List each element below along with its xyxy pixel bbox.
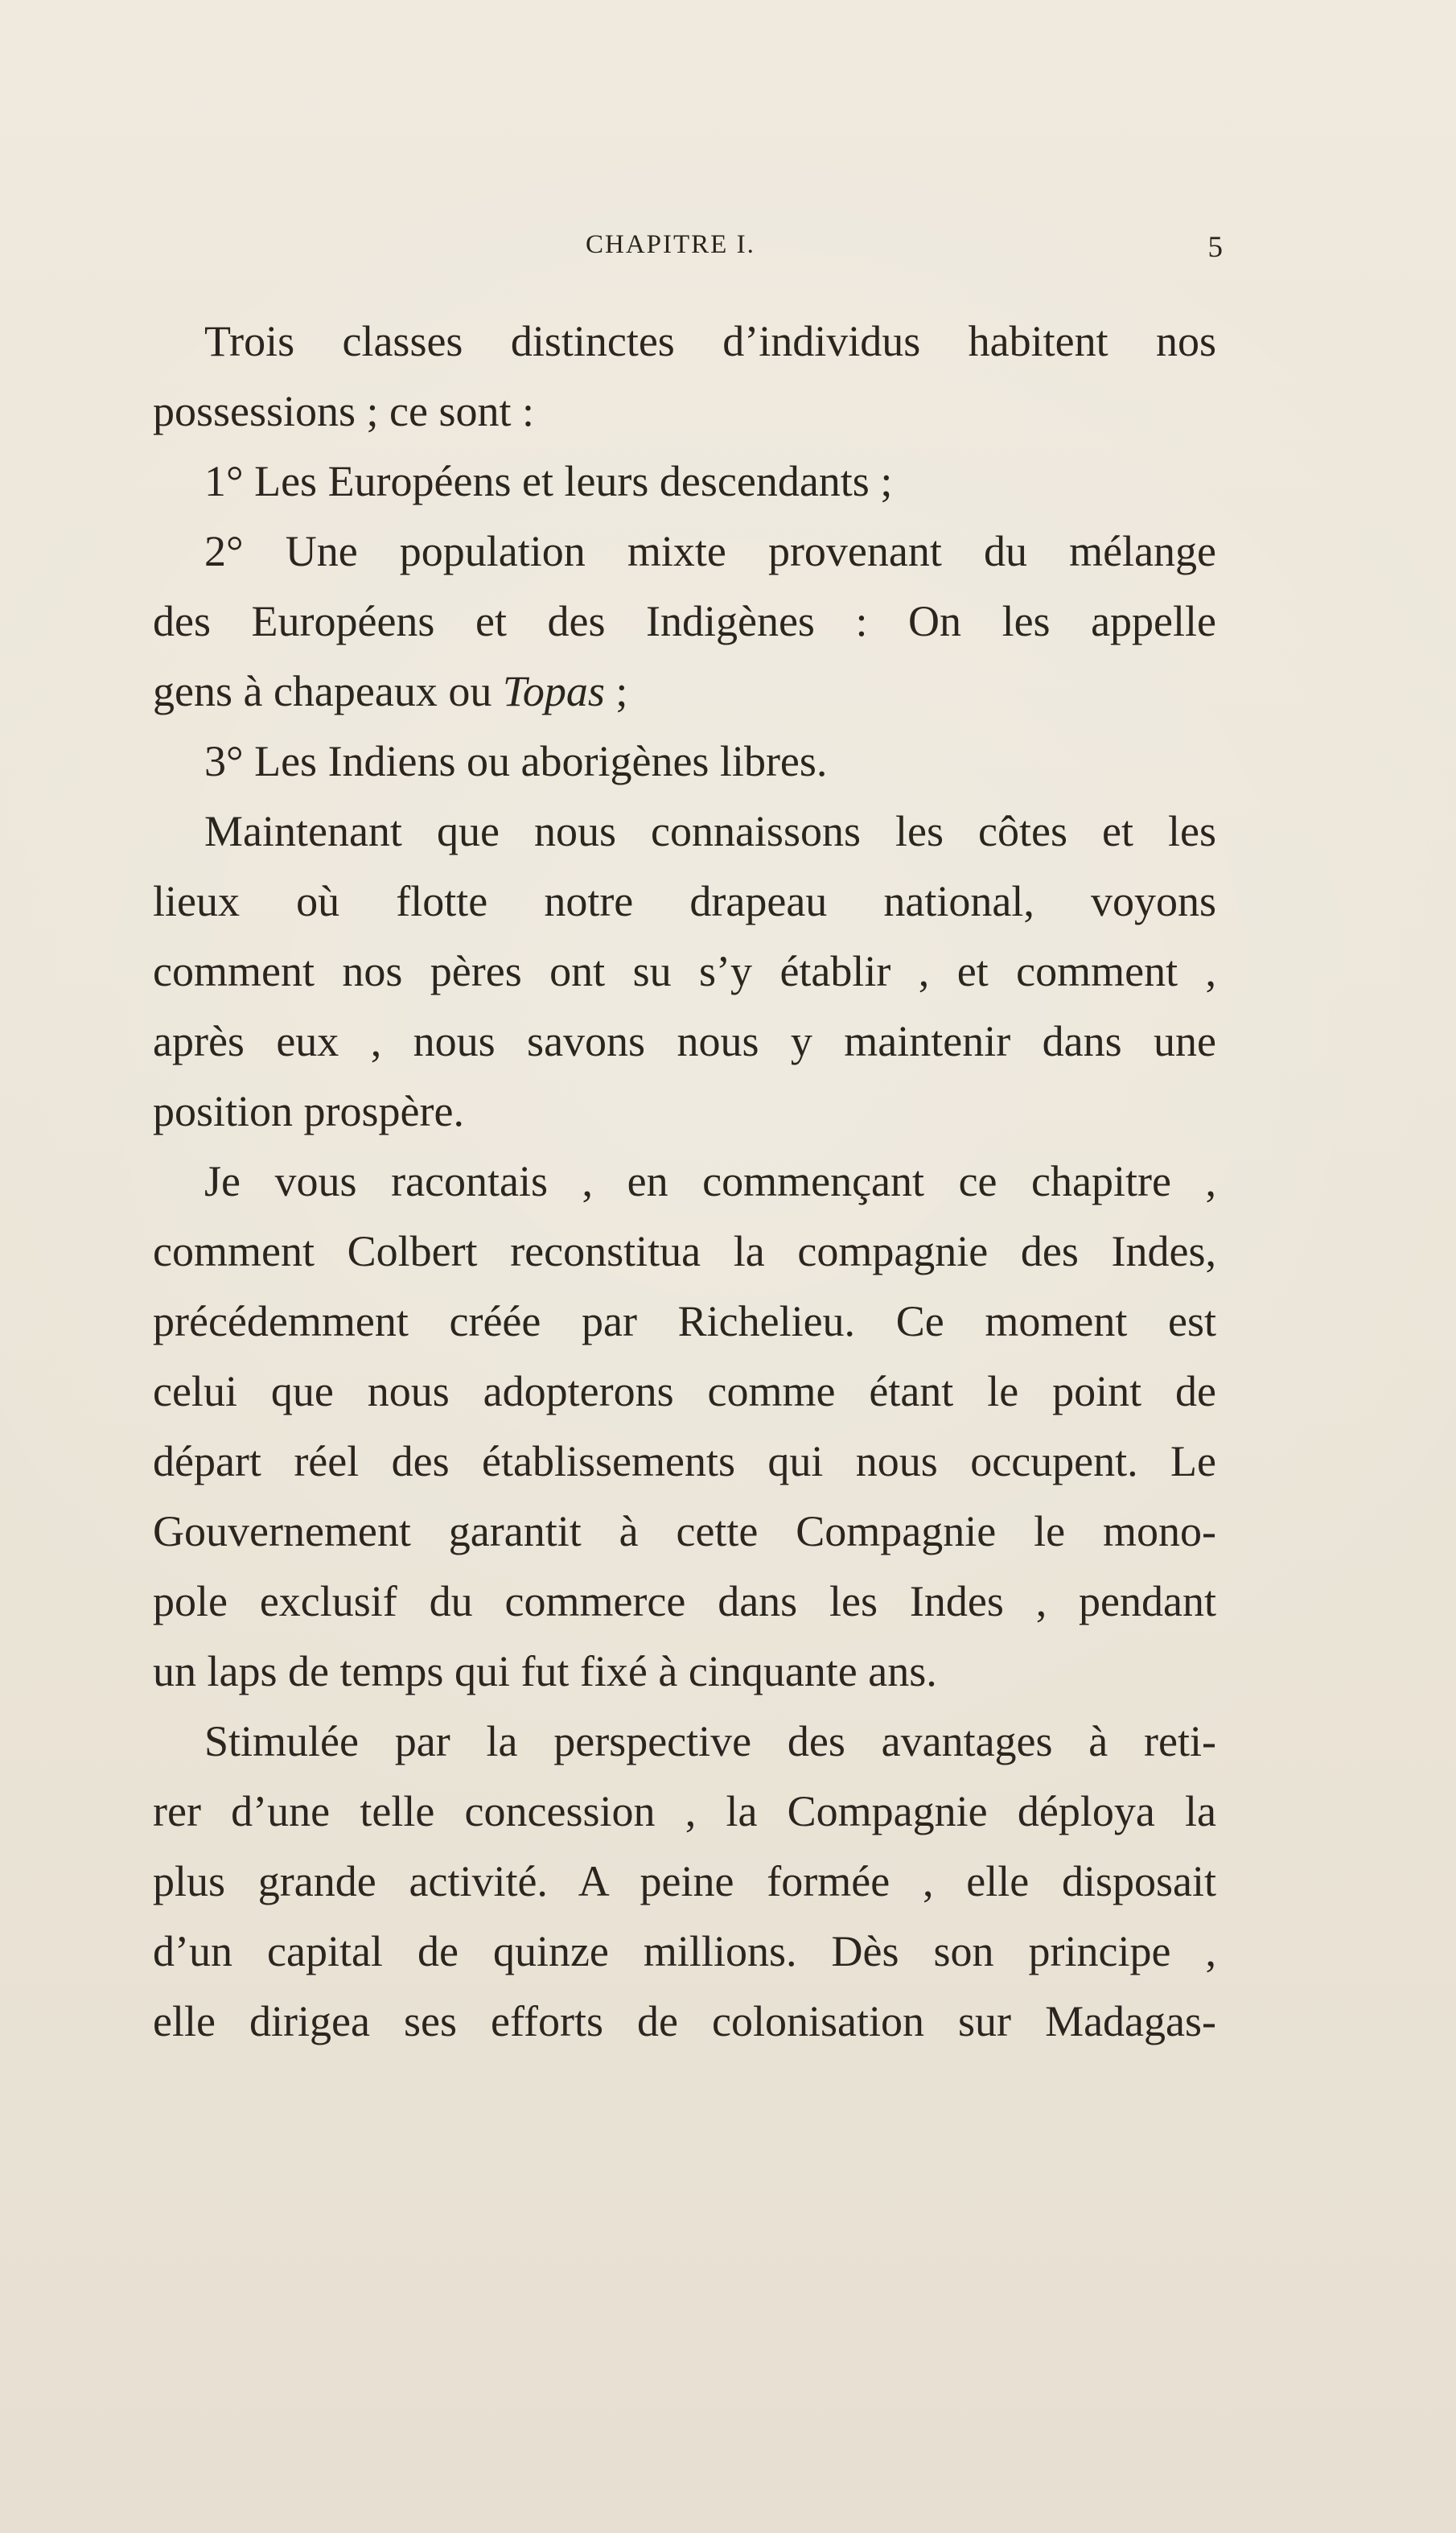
text-line: des Européens et des Indigènes : On les appelle bbox=[153, 597, 1216, 645]
text-line: possessions ; ce sont : bbox=[153, 387, 535, 435]
text-line: 1° Les Européens et leurs descendants ; bbox=[204, 457, 893, 505]
text-line: Gouvernement garantit à cette Compagnie le mono- bbox=[153, 1507, 1216, 1555]
italic-term: Topas bbox=[502, 667, 605, 715]
text-line: d’un capital de quinze millions. Dès son principe , bbox=[153, 1927, 1216, 1975]
text-line: 3° Les Indiens ou aborigènes libres. bbox=[204, 737, 828, 785]
text-line: Stimulée par la perspective des avantages à reti- bbox=[204, 1717, 1216, 1765]
body-text bbox=[153, 307, 1216, 2057]
text-segment: ; bbox=[615, 667, 628, 715]
text-line: 2° Une population mixte provenant du mélange bbox=[204, 527, 1216, 575]
text-line: Trois classes distinctes d’individus habitent nos bbox=[204, 317, 1216, 365]
text-line: comment Colbert reconstitua la compagnie des Indes, bbox=[153, 1227, 1216, 1275]
running-head: CHAPITRE I. bbox=[586, 230, 755, 259]
text-line: comment nos pères ont su s’y établir , et comment , bbox=[153, 947, 1216, 995]
text-line: un laps de temps qui fut fixé à cinquante ans. bbox=[153, 1647, 937, 1695]
text-line: précédemment créée par Richelieu. Ce moment est bbox=[153, 1297, 1216, 1345]
text-line: après eux , nous savons nous y maintenir dans une bbox=[153, 1017, 1216, 1065]
text-line: plus grande activité. A peine formée , elle disposait bbox=[153, 1857, 1216, 1905]
page-header bbox=[153, 230, 1223, 262]
text-line: elle dirigea ses efforts de colonisation sur Madagas- bbox=[153, 1997, 1216, 2045]
text-line: rer d’une telle concession , la Compagnie déploya la bbox=[153, 1787, 1216, 1835]
text-line: celui que nous adopterons comme étant le point de bbox=[153, 1367, 1216, 1415]
text-line: départ réel des établissements qui nous occupent. Le bbox=[153, 1437, 1216, 1485]
text-line bbox=[153, 657, 1216, 727]
page-number: 5 bbox=[1207, 231, 1223, 264]
text-line: Maintenant que nous connaissons les côtes et les bbox=[204, 807, 1216, 855]
text-line: Je vous racontais , en commençant ce chapitre , bbox=[204, 1157, 1216, 1205]
text-segment: gens à chapeaux ou bbox=[153, 667, 492, 715]
text-line: lieux où flotte notre drapeau national, voyons bbox=[153, 877, 1216, 925]
text-line: pole exclusif du commerce dans les Indes , pendant bbox=[153, 1577, 1216, 1625]
text-line: position prospère. bbox=[153, 1087, 464, 1135]
